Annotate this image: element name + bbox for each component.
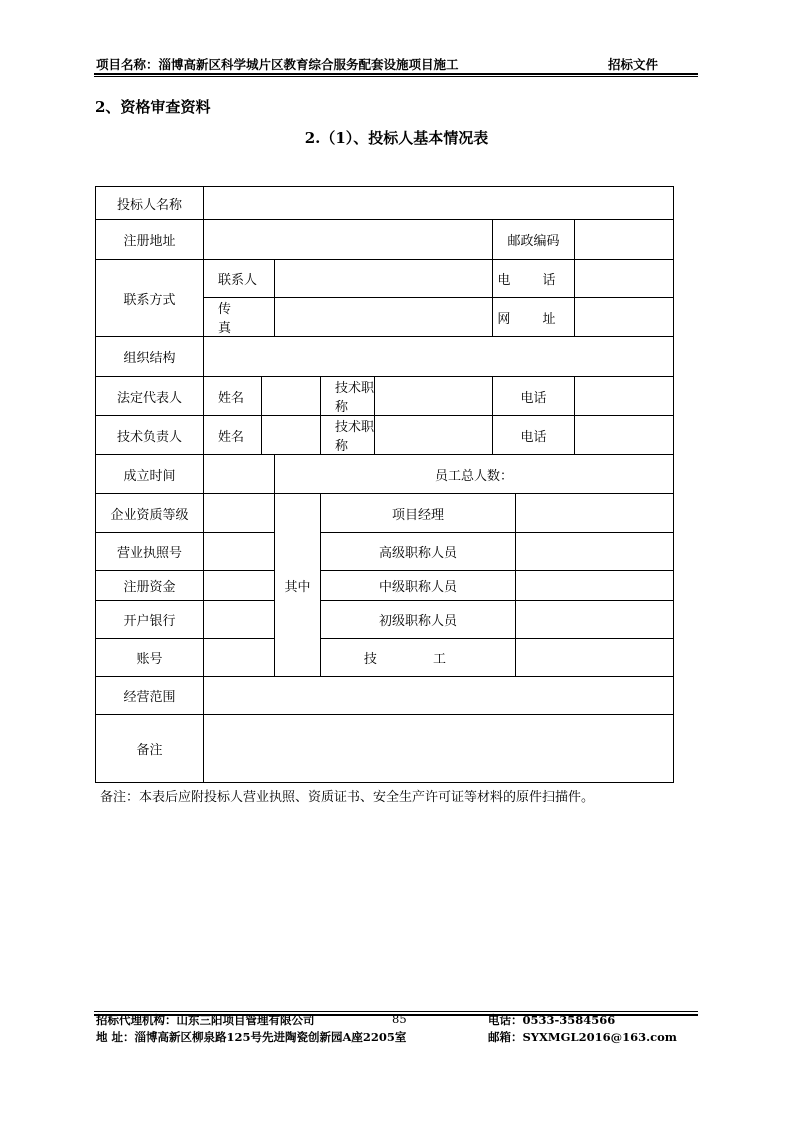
legal-rep-phone-value [575, 377, 674, 416]
section-heading: 2、资格审查资料 [95, 98, 211, 116]
phone-value [575, 260, 674, 298]
established-value [204, 455, 275, 494]
label-phone: 电话 [493, 416, 575, 455]
remarks-value [204, 715, 674, 783]
table-row [96, 416, 674, 455]
website-text: 网 址 [497, 311, 570, 327]
footer-agency: 招标代理机构：山东三阳项目管理有限公司 [96, 1013, 315, 1027]
label-legal-rep: 法定代表人 [96, 377, 204, 416]
label-phone-spaced [493, 260, 575, 298]
label-fax [204, 298, 275, 337]
table-row [96, 260, 674, 298]
table-row [96, 187, 674, 220]
technician-text: 技 工 [363, 652, 473, 667]
label-remarks: 备注 [96, 715, 204, 783]
project-manager-value [516, 494, 674, 533]
label-account: 账号 [96, 639, 204, 677]
table-row [96, 533, 674, 571]
qualification-value [204, 494, 275, 533]
footer-address: 地 址：淄博高新区柳泉路125号先进陶瓷创新园A座2205室 [96, 1030, 407, 1044]
table-row [96, 455, 674, 494]
header-project-name: 项目名称：淄博高新区科学城片区教育综合服务配套设施项目施工 [96, 57, 459, 72]
label-reg-capital: 注册资金 [96, 571, 204, 601]
mid-staff-value [516, 571, 674, 601]
label-bank: 开户银行 [96, 601, 204, 639]
label-established: 成立时间 [96, 455, 204, 494]
tech-lead-title-value [375, 416, 493, 455]
senior-staff-value [516, 533, 674, 571]
fax-text: 传 真 [218, 302, 258, 336]
bidder-info-table [95, 186, 674, 783]
org-structure-value [204, 337, 674, 377]
label-reg-address: 注册地址 [96, 220, 204, 260]
label-name: 姓名 [204, 377, 262, 416]
label-license-no: 营业执照号 [96, 533, 204, 571]
header-rule-thin [94, 76, 698, 77]
table-row [96, 337, 674, 377]
technician-value [516, 639, 674, 677]
website-value [575, 298, 674, 337]
label-among: 其中 [275, 494, 321, 677]
tech-lead-phone-value [575, 416, 674, 455]
header-rule [94, 73, 698, 75]
label-name: 姓名 [204, 416, 262, 455]
label-business-scope: 经营范围 [96, 677, 204, 715]
label-contact-method: 联系方式 [96, 260, 204, 337]
footer-phone: 电话：0533-3584566 [488, 1013, 616, 1027]
table-title: 2.（1）、投标人基本情况表 [304, 129, 489, 147]
header-doc-type: 招标文件 [608, 57, 659, 72]
legal-rep-title-value [375, 377, 493, 416]
table-row [96, 639, 674, 677]
label-mid-staff: 中级职称人员 [321, 571, 516, 601]
label-tech-title: 技术职称 [321, 416, 375, 455]
phone-spaced-text: 电 话 [497, 273, 570, 288]
business-scope-value [204, 677, 674, 715]
table-row [96, 571, 674, 601]
table-row [96, 220, 674, 260]
account-value [204, 639, 275, 677]
table-row [96, 377, 674, 416]
label-tech-lead: 技术负责人 [96, 416, 204, 455]
table-row [96, 601, 674, 639]
label-project-manager: 项目经理 [321, 494, 516, 533]
label-phone: 电话 [493, 377, 575, 416]
label-qualification: 企业资质等级 [96, 494, 204, 533]
table-row [96, 494, 674, 533]
junior-staff-value [516, 601, 674, 639]
postcode-value [575, 220, 674, 260]
label-website [493, 298, 575, 337]
bank-value [204, 601, 275, 639]
label-junior-staff: 初级职称人员 [321, 601, 516, 639]
page-number: 85 [392, 1012, 407, 1026]
reg-capital-value [204, 571, 275, 601]
label-senior-staff: 高级职称人员 [321, 533, 516, 571]
bidder-name-value [204, 187, 674, 220]
label-total-staff: 员工总人数： [275, 455, 674, 494]
label-postcode: 邮政编码 [493, 220, 575, 260]
reg-address-value [204, 220, 493, 260]
label-bidder-name: 投标人名称 [96, 187, 204, 220]
fax-value [275, 298, 493, 337]
label-contact-person: 联系人 [204, 260, 275, 298]
tech-lead-name-value [262, 416, 321, 455]
table-row [96, 715, 674, 783]
license-no-value [204, 533, 275, 571]
table-note: 备注：本表后应附投标人营业执照、资质证书、安全生产许可证等材料的原件扫描件。 [100, 790, 595, 805]
label-technician [321, 639, 516, 677]
footer-email: 邮箱：SYXMGL2016@163.com [488, 1030, 677, 1044]
contact-person-value [275, 260, 493, 298]
label-org-structure: 组织结构 [96, 337, 204, 377]
label-tech-title: 技术职称 [321, 377, 375, 416]
table-row [96, 677, 674, 715]
legal-rep-name-value [262, 377, 321, 416]
